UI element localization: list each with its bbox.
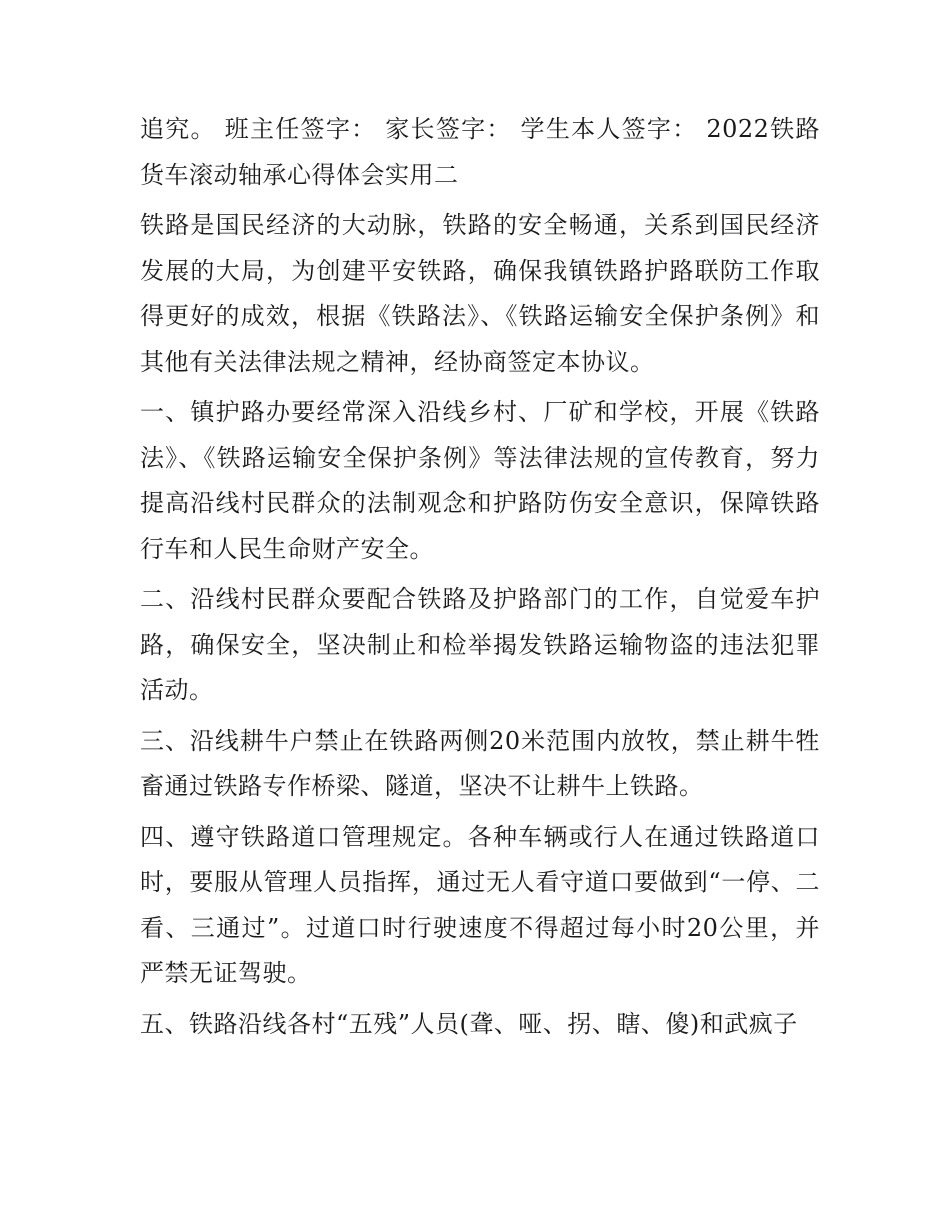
paragraph-clause-2: 二、沿线村民群众要配合铁路及护路部门的工作，自觉爱车护路，确保安全，坚决制止和检举揭发铁路运输物盗的违法犯罪活动。 bbox=[140, 585, 820, 704]
paragraph-clause-5: 五、铁路沿线各村“五残”人员(聋、哑、拐、瞎、傻)和武疯子 bbox=[140, 1009, 798, 1038]
paragraph-signatures-title: 追究。 班主任签字： 家长签字： 学生本人签字： 2022铁路货车滚动轴承心得体会实用二 bbox=[140, 115, 820, 189]
document-body bbox=[140, 107, 820, 1052]
paragraph-intro: 铁路是国民经济的大动脉，铁路的安全畅通，关系到国民经济发展的大局，为创建平安铁路，确保我镇铁路护路联防工作取得更好的成效，根据《铁路法》、《铁路运输安全保护条例》和其他有关法律法规之精神，经协商签定本协议。 bbox=[140, 211, 820, 376]
paragraph-clause-4: 四、遵守铁路道口管理规定。各种车辆或行人在通过铁路道口时，要服从管理人员指挥，通过无人看守道口要做到“一停、二看、三通过”。过道口时行驶速度不得超过每小时20公里，并严禁无证驾驶。 bbox=[140, 822, 820, 987]
paragraph-clause-1: 一、镇护路办要经常深入沿线乡村、厂矿和学校，开展《铁路法》、《铁路运输安全保护条例》等法律法规的宣传教育，努力提高沿线村民群众的法制观念和护路防伤安全意识，保障铁路行车和人民生命财产安全。 bbox=[140, 398, 820, 563]
paragraph-clause-3: 三、沿线耕牛户禁止在铁路两侧20米范围内放牧，禁止耕牛牲畜通过铁路专作桥梁、隧道，坚决不让耕牛上铁路。 bbox=[140, 726, 820, 800]
